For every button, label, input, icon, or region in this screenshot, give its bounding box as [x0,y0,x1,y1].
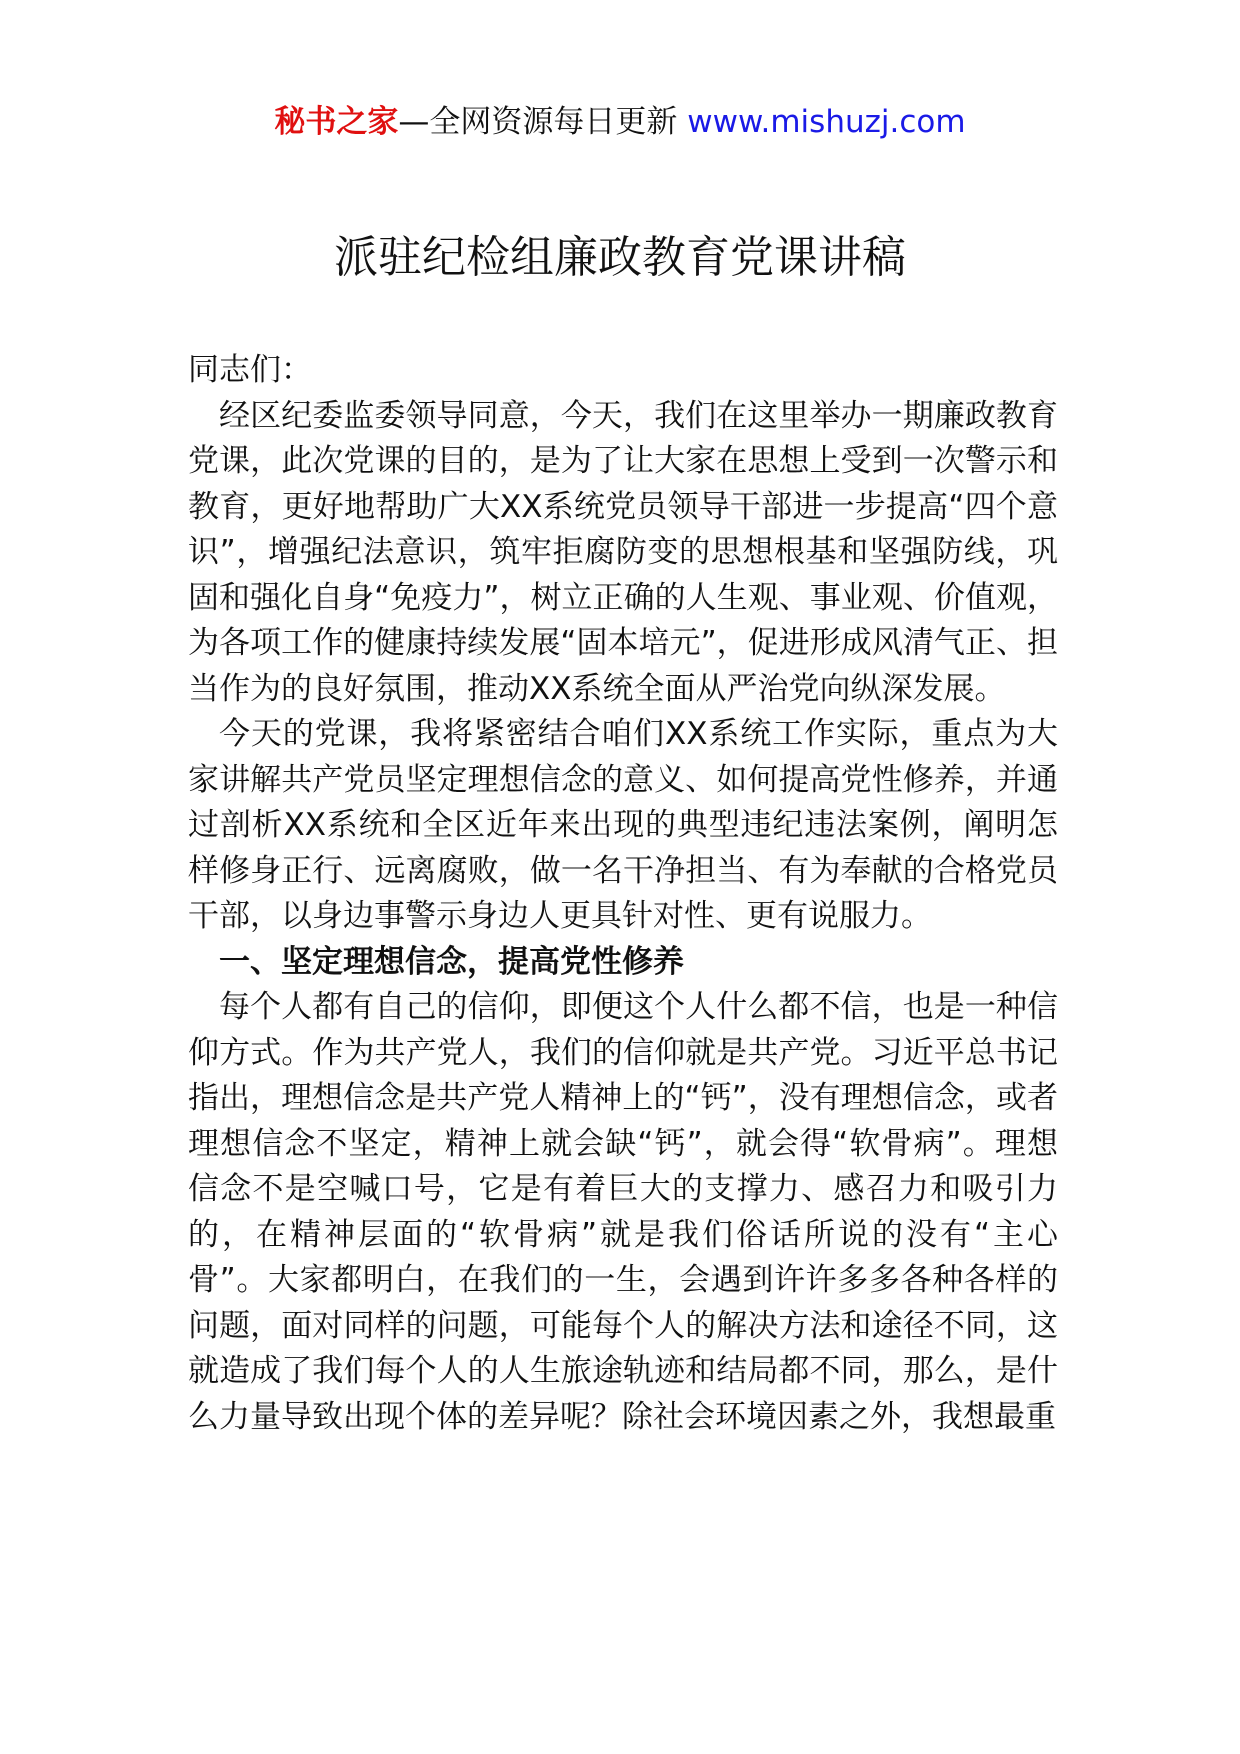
document-title: 派驻纪检组廉政教育党课讲稿 [334,232,906,283]
brand-name: 秘书之家 [274,104,399,140]
site-tagline: —全网资源每日更新 [398,104,678,140]
section-heading: 一、坚定理想信念，提高党性修养 [219,943,684,980]
site-header-banner [0,100,1240,144]
site-url-link[interactable]: www.mishuzj.com [687,104,966,140]
body-paragraph: 每个人都有自己的信仰，即便这个人什么都不信，也是一种信仰方式。作为共产党人，我们的信仰就是共产党。习近平总书记指出，理想信念是共产党人精神上的“钙”，没有理想信念，或者理想信念不坚定，精神上就会缺“钙”，就会得“软骨病”。理想信念不是空喊口号，它是有着巨大的支撑力、感召力和吸引力的，在精神层面的“软骨病”就是我们俗话所说的没有“主心骨”。大家都明白，在我们的一生，会遇到许许多多各种各样的问题，面对同样的问题，可能每个人的解决方法和途径不同，这就造成了我们每个人的人生旅途轨迹和结局都不同，那么，是什么力量导致出现个体的差异呢？除社会环境因素之外，我想最重 [188,989,1058,1435]
body-paragraph: 今天的党课，我将紧密结合咱们XX系统工作实际，重点为大家讲解共产党员坚定理想信念的意义、如何提高党性修养，并通过剖析XX系统和全区近年来出现的典型违纪违法案例，阐明怎样修身正行、远离腐败，做一名干净担当、有为奉献的合格党员干部，以身边事警示身边人更具针对性、更有说服力。 [188,716,1058,934]
body-paragraph: 经区纪委监委领导同意，今天，我们在这里举办一期廉政教育党课，此次党课的目的，是为了让大家在思想上受到一次警示和教育，更好地帮助广大XX系统党员领导干部进一步提高“四个意识”，增强纪法意识，筑牢拒腐防变的思想根基和坚强防线，巩固和强化自身“免疫力”，树立正确的人生观、事业观、价值观，为各项工作的健康持续发展“固本培元”，促进形成风清气正、担当作为的良好氛围，推动XX系统全面从严治党向纵深发展。 [188,397,1058,707]
salutation: 同志们： [188,352,312,388]
document-body [188,348,1058,1440]
